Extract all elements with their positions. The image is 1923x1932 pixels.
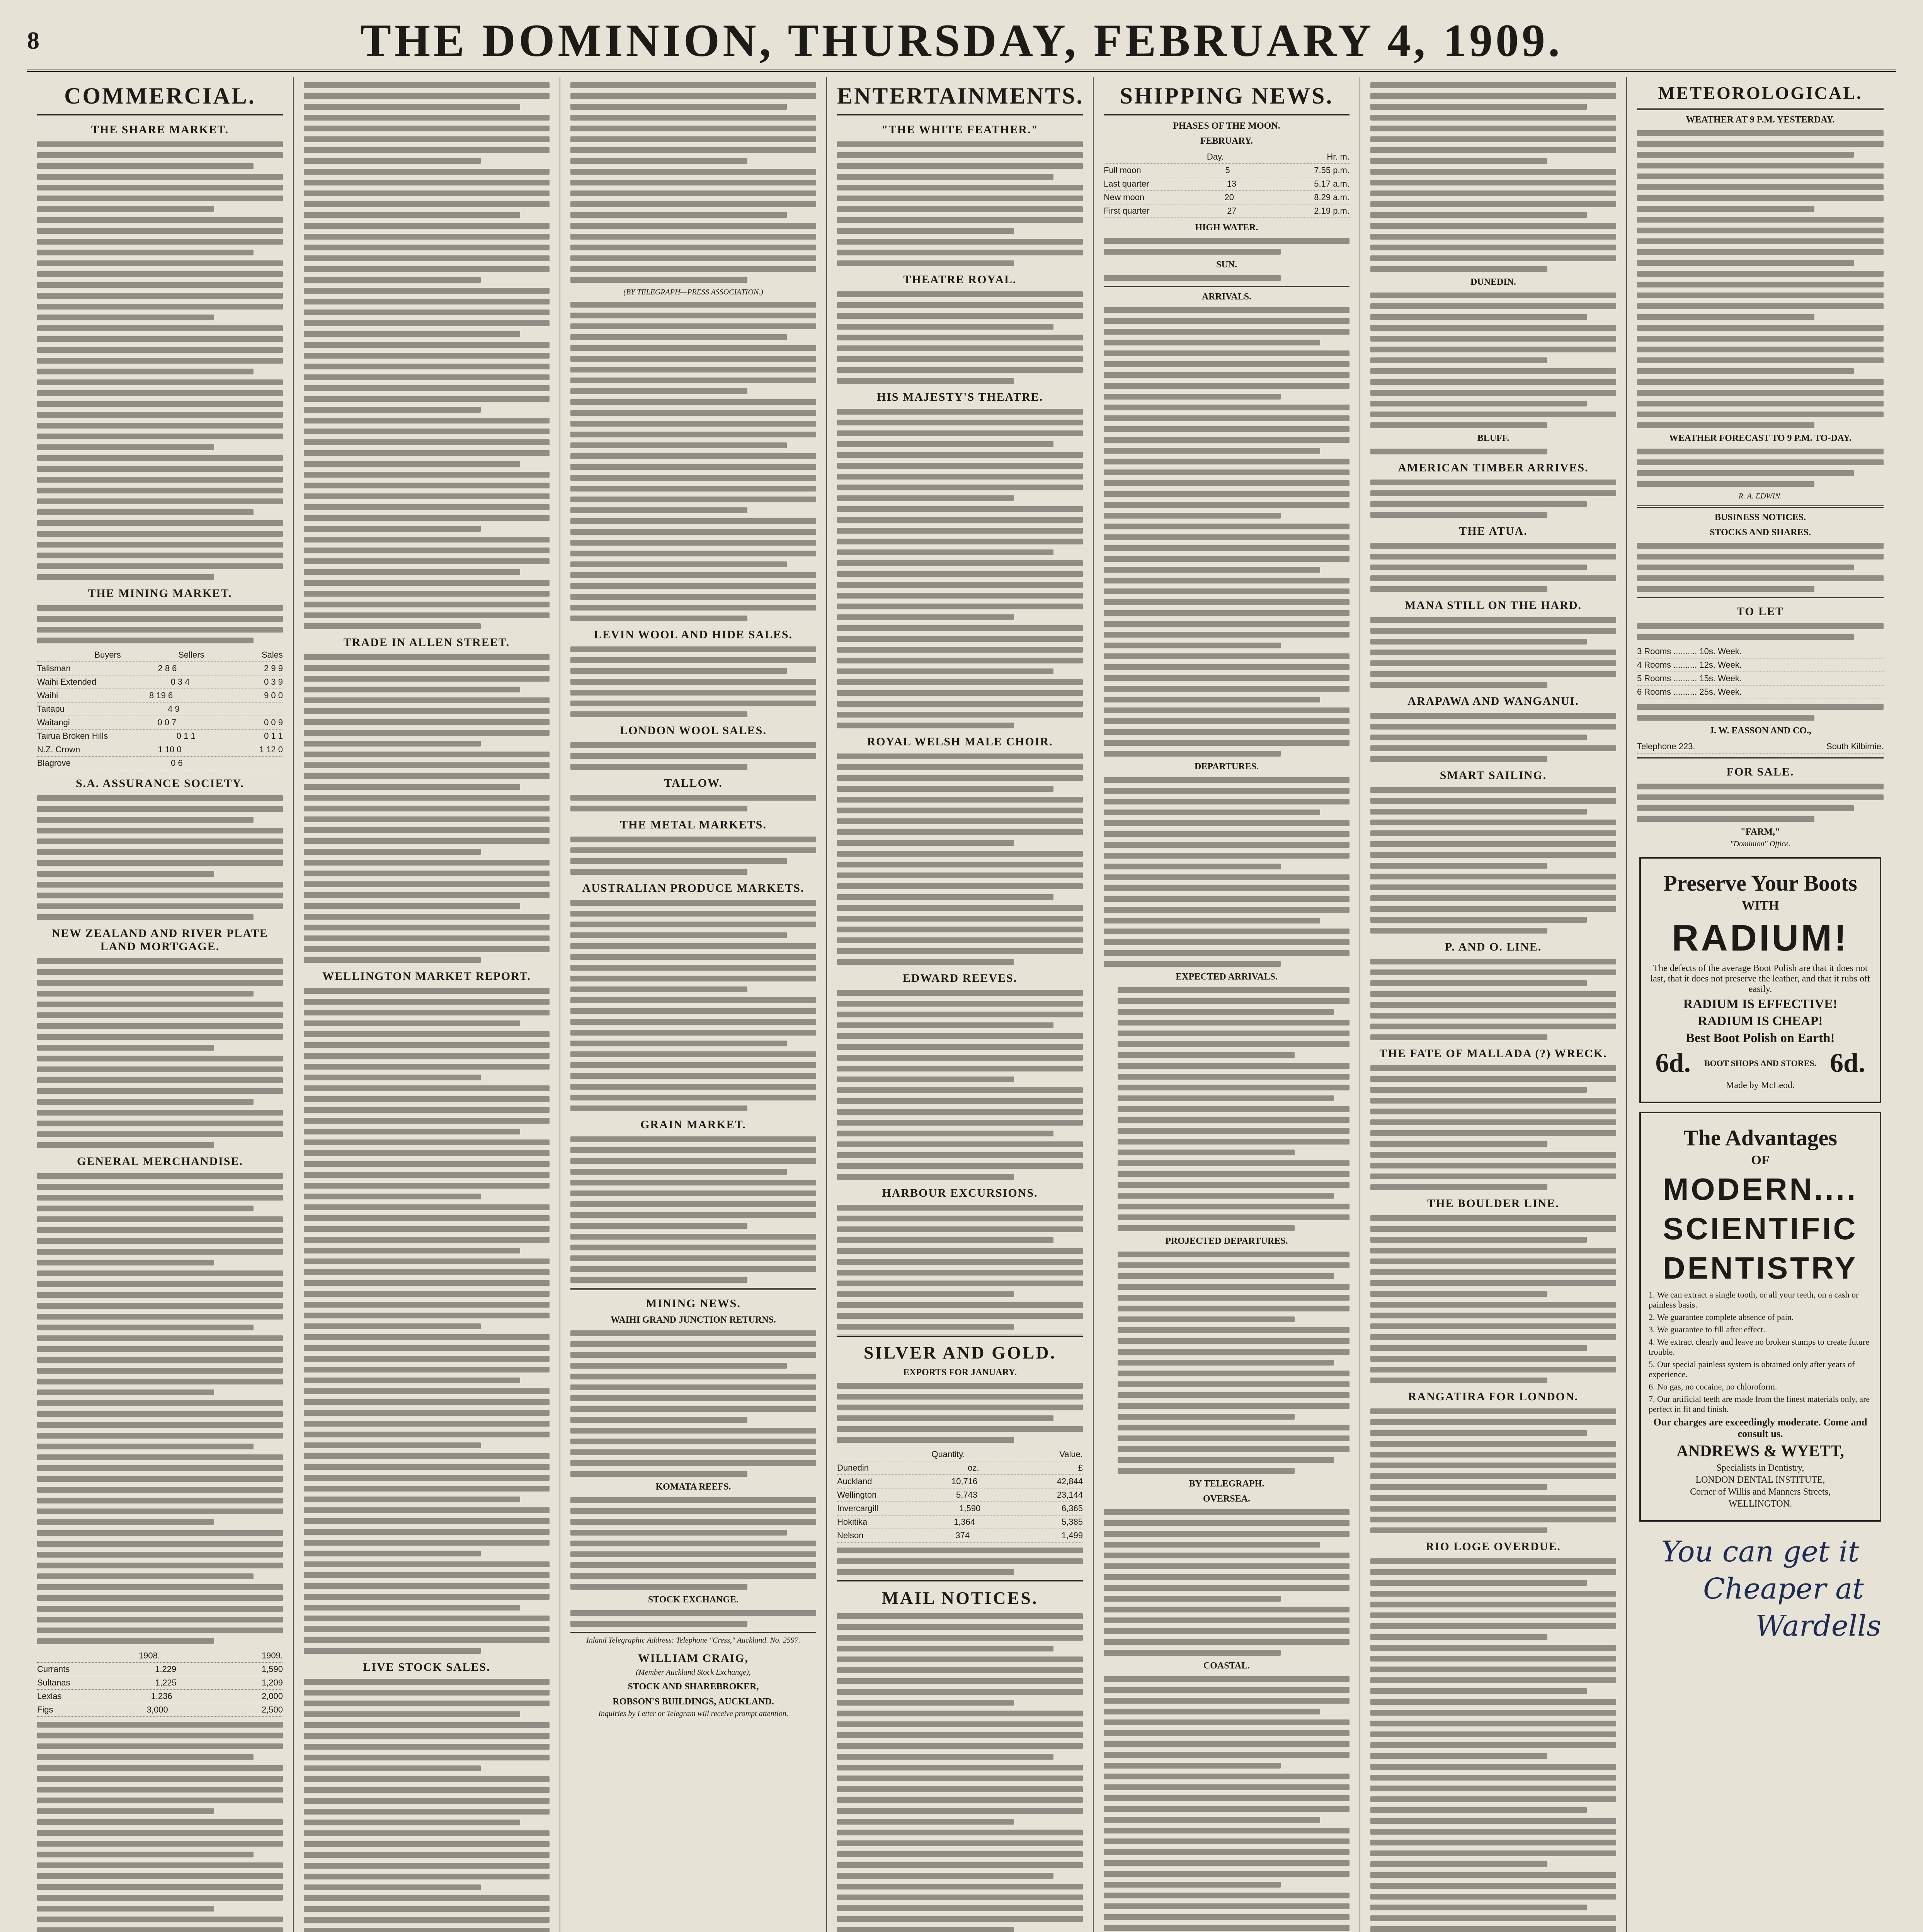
subhead-mining-news: MINING NEWS. (646, 1297, 741, 1310)
mining-table (37, 648, 283, 770)
table-cell: Waihi Extended (37, 677, 97, 687)
table-row (837, 1461, 1083, 1475)
subhead-nz-land-mortgage: NEW ZEALAND AND RIVER PLATE LAND MORTGAGE. (52, 927, 268, 953)
handwritten-annotation (1637, 1533, 1884, 1645)
table-row (1104, 204, 1350, 218)
table-cell: 2 8 6 (158, 663, 177, 673)
subhead-theatre-royal: THEATRE ROYAL. (903, 273, 1017, 286)
table-cell: First quarter (1104, 206, 1150, 216)
subhead-pao-line: P. AND O. LINE. (1445, 940, 1542, 953)
radium-claim: RADIUM IS CHEAP! (1698, 1014, 1823, 1028)
exports-table (837, 1448, 1083, 1543)
table-cell: 20 (1224, 192, 1234, 202)
table-row (37, 730, 283, 743)
masthead (27, 12, 1896, 72)
radium-stockists: BOOT SHOPS AND STORES. (1704, 1058, 1817, 1068)
subhead-edward-reeves: EDWARD REEVES. (902, 972, 1018, 985)
subhead-grain-market: GRAIN MARKET. (640, 1118, 746, 1131)
agent-location: South Kilbirnie. (1826, 742, 1884, 751)
column-markets (294, 77, 560, 1932)
table-cell: Dunedin (837, 1463, 869, 1473)
table-row (37, 1676, 283, 1690)
table-row (837, 1448, 1083, 1461)
table-row (1104, 177, 1350, 191)
dentistry-advertisement (1639, 1112, 1881, 1522)
subhead-stocks-shares: STOCKS AND SHARES. (1710, 527, 1811, 537)
dentistry-modern: MODERN.... (1663, 1172, 1858, 1206)
table-cell: 0 0 7 (157, 718, 177, 727)
list-item: 4 Rooms .......... 12s. Week. (1637, 658, 1884, 672)
subhead-komata-reefs: KOMATA REEFS. (655, 1482, 731, 1492)
subhead-levin-wool: LEVIN WOOL AND HIDE SALES. (594, 628, 793, 641)
subhead-sun: SUN. (1216, 260, 1237, 270)
dentistry-word: DENTISTRY (1663, 1251, 1858, 1285)
table-header: 1909. (261, 1651, 283, 1660)
table-cell: 0 3 9 (264, 677, 283, 687)
subhead-arrivals: ARRIVALS. (1201, 292, 1252, 302)
table-cell: 2 9 9 (264, 663, 283, 673)
table-cell: 0 1 1 (176, 731, 196, 741)
subhead-london-wool: LONDON WOOL SALES. (620, 724, 767, 737)
table-cell: 1,364 (954, 1517, 975, 1527)
table-cell: 0 6 (171, 758, 183, 768)
table-cell: 9 0 0 (264, 690, 283, 700)
list-item: 3 Rooms .......... 10s. Week. (1637, 645, 1884, 658)
table-cell: 1,590 (959, 1503, 981, 1513)
table-row (37, 743, 283, 757)
table-cell: Figs (37, 1705, 53, 1714)
table-cell: Waitangi (37, 718, 70, 727)
column-commercial (27, 77, 294, 1932)
table-cell: 7.55 p.m. (1314, 165, 1350, 175)
table-cell: 1,209 (261, 1678, 283, 1687)
radium-headline: Preserve Your Boots (1663, 871, 1857, 896)
radium-advertisement (1639, 857, 1881, 1103)
table-row (837, 1502, 1083, 1515)
table-row (1104, 191, 1350, 204)
table-cell: Currants (37, 1664, 70, 1674)
table-row (37, 662, 283, 675)
table-cell: oz. (968, 1463, 979, 1473)
table-cell: 1,590 (261, 1664, 283, 1674)
page-number: 8 (27, 27, 39, 54)
table-cell: 1,499 (1061, 1531, 1083, 1540)
section-heading-meteorological: METEOROLOGICAL. (1658, 83, 1863, 103)
table-row (837, 1488, 1083, 1502)
list-item: 7. Our artificial teeth are made from the finest materials only, are perfect in fit and finish. (1649, 1394, 1870, 1414)
handwritten-line: Cheaper at (1703, 1572, 1864, 1606)
subhead-month: FEBRUARY. (1200, 136, 1253, 146)
table-header: Sellers (178, 650, 204, 660)
handwritten-line: You can get it (1661, 1535, 1860, 1568)
subhead-coastal: COASTAL. (1203, 1661, 1250, 1671)
subhead-arapawa: ARAPAWA AND WANGANUI. (1407, 695, 1579, 707)
table-cell: Invercargill (837, 1503, 878, 1513)
rooms-list (1637, 645, 1884, 699)
agent-name: J. W. EASSON AND CO., (1709, 726, 1812, 736)
subhead-trade-allen-street: TRADE IN ALLEN STREET. (343, 636, 510, 649)
newspaper-title: THE DOMINION, THURSDAY, FEBRUARY 4, 1909. (360, 15, 1563, 66)
subhead-oversea: OVERSEA. (1203, 1494, 1251, 1504)
dealer-line: (Member Auckland Stock Exchange), (636, 1668, 751, 1677)
subhead-by-telegraph: BY TELEGRAPH. (1189, 1479, 1264, 1489)
table-header: Day. (1207, 152, 1224, 162)
table-row (37, 716, 283, 730)
subhead-share-market: THE SHARE MARKET. (91, 123, 229, 136)
dentistry-scientific: SCIENTIFIC (1663, 1211, 1858, 1246)
table-cell: 0 0 9 (264, 718, 283, 727)
dentistry-firm: ANDREWS & WYETT, (1676, 1442, 1844, 1460)
subhead-dunedin: DUNEDIN. (1470, 277, 1516, 287)
list-item: 4. We extract clearly and leave no broken stumps to create future trouble. (1649, 1337, 1869, 1357)
table-cell: 0 1 1 (264, 731, 283, 741)
table-cell: Last quarter (1104, 179, 1149, 189)
subhead-high-water: HIGH WATER. (1195, 223, 1258, 233)
table-cell: 8 19 6 (149, 690, 173, 700)
dentistry-firm-line: WELLINGTON. (1728, 1499, 1792, 1509)
table-cell: 1,229 (155, 1664, 177, 1674)
subhead-live-stock-sales: LIVE STOCK SALES. (363, 1661, 490, 1673)
table-cell: Waihi (37, 690, 58, 700)
dentistry-firm-line: LONDON DENTAL INSTITUTE, (1695, 1475, 1825, 1485)
subhead-rangatira: RANGATIRA FOR LONDON. (1408, 1390, 1579, 1403)
list-item: 5 Rooms .......... 15s. Week. (1637, 672, 1884, 685)
table-row (37, 1690, 283, 1703)
subhead-general-merchandise: GENERAL MERCHANDISE. (77, 1155, 243, 1168)
table-row (37, 702, 283, 716)
dentistry-headline: The Advantages (1683, 1125, 1837, 1150)
list-item: 6. No gas, no cocaine, no chloroform. (1649, 1382, 1777, 1391)
table-cell: New moon (1104, 192, 1145, 202)
table-cell: Full moon (1104, 165, 1141, 175)
section-heading-shipping: SHIPPING NEWS. (1120, 83, 1334, 109)
subhead-mana-ashore: MANA STILL ON THE HARD. (1404, 599, 1582, 612)
subhead-wreck: THE FATE OF MALLADA (?) WRECK. (1379, 1047, 1607, 1060)
section-heading-entertainments: ENTERTAINMENTS. (837, 83, 1084, 109)
radium-maker: Made by McLeod. (1726, 1080, 1795, 1090)
table-cell: 6,365 (1061, 1503, 1083, 1513)
table-cell: Blagrove (37, 758, 71, 768)
subhead-stock-exchange: STOCK EXCHANGE. (648, 1595, 739, 1605)
subhead-mining-market: THE MINING MARKET. (88, 587, 232, 600)
dentistry-firm-line: Corner of Willis and Manners Streets, (1690, 1487, 1831, 1497)
table-row (1104, 150, 1350, 164)
subhead-expected-arrivals: EXPECTED ARRIVALS. (1176, 972, 1278, 982)
section-heading-commercial: COMMERCIAL. (64, 83, 256, 109)
subhead-projected-departures: PROJECTED DEPARTURES. (1165, 1236, 1288, 1246)
moon-table (1104, 150, 1350, 218)
table-header: Hr. m. (1327, 152, 1350, 162)
subhead-business-notices: BUSINESS NOTICES. (1714, 512, 1806, 522)
table-header: 1908. (138, 1651, 160, 1660)
subhead-tallow: TALLOW. (664, 777, 723, 789)
subhead-bluff: BLUFF. (1477, 433, 1509, 443)
table-cell: Taitapu (37, 704, 65, 714)
table-cell: 1 10 0 (158, 745, 182, 754)
section-heading-mail-notices: MAIL NOTICES. (882, 1588, 1038, 1608)
forecast-signature: R. A. EDWIN. (1738, 492, 1782, 500)
radium-tagline: Best Boot Polish on Earth! (1686, 1031, 1835, 1045)
radium-brand: RADIUM! (1672, 917, 1849, 959)
table-cell: Nelson (837, 1531, 864, 1540)
subhead-departures: DEPARTURES. (1194, 762, 1259, 772)
radium-price-right: 6d. (1830, 1048, 1865, 1078)
column-meteorological (1627, 77, 1894, 1932)
table-cell: 27 (1227, 206, 1237, 216)
table-cell: 1,225 (155, 1678, 177, 1687)
list-item: 5. Our special painless system is obtained only after years of experience. (1649, 1359, 1855, 1379)
table-cell: 5,385 (1061, 1517, 1083, 1527)
table-cell: 42,844 (1057, 1476, 1083, 1486)
subhead-forecast: WEATHER FORECAST TO 9 P.M. TO-DAY. (1669, 433, 1852, 443)
subhead-harbour-excursions: HARBOUR EXCURSIONS. (882, 1187, 1038, 1199)
subhead-for-sale: FOR SALE. (1726, 765, 1794, 778)
table-cell: 10,716 (951, 1476, 978, 1486)
table-row (1104, 164, 1350, 177)
dentistry-firm-line: Specialists in Dentistry, (1716, 1463, 1804, 1473)
radium-with: WITH (1741, 898, 1779, 913)
table-cell: 23,144 (1057, 1490, 1083, 1500)
section-heading-silver-gold: SILVER AND GOLD. (863, 1343, 1057, 1362)
table-cell: 13 (1227, 179, 1237, 189)
subhead-sa-assurance: S.A. ASSURANCE SOCIETY. (76, 777, 244, 790)
radium-copy: The defects of the average Boot Polish are that it does not last, that it does not preserve the leather, and that it rubs off easily. (1650, 963, 1870, 994)
table-row (37, 689, 283, 702)
subhead-his-majestys: HIS MAJESTY'S THEATRE. (876, 391, 1043, 403)
list-item: 3. We guarantee to fill after effect. (1649, 1325, 1765, 1334)
table-cell: 0 3 4 (170, 677, 190, 687)
dealer-name: WILLIAM CRAIG, (638, 1652, 749, 1665)
subhead-phases-moon: PHASES OF THE MOON. (1173, 121, 1280, 131)
subhead-rio-loge: RIO LOGE OVERDUE. (1426, 1540, 1561, 1553)
table-cell: 2,500 (261, 1705, 283, 1714)
inland-telegraph: Inland Telegraphic Address: Telephone "Cress," Auckland. No. 2597. (586, 1636, 800, 1645)
column-shipping (1094, 77, 1360, 1932)
radium-price-left: 6d. (1655, 1048, 1691, 1078)
list-item: 2. We guarantee complete absence of pain. (1649, 1312, 1794, 1322)
dealer-line: STOCK AND SHAREBROKER, (628, 1682, 759, 1692)
subhead-australian-produce: AUSTRALIAN PRODUCE MARKETS. (582, 882, 805, 895)
table-cell: 5,743 (956, 1490, 978, 1500)
table-cell: 1,236 (151, 1691, 172, 1701)
table-row (37, 1703, 283, 1717)
table-cell: Auckland (837, 1476, 872, 1486)
dealer-line: Inquiries by Letter or Telegram will receive prompt attention. (598, 1709, 788, 1718)
telegraph-byline: (BY TELEGRAPH—PRESS ASSOCIATION.) (623, 288, 763, 296)
table-row (37, 675, 283, 689)
table-row (37, 1649, 283, 1663)
subhead-boulder-line: THE BOULDER LINE. (1427, 1197, 1559, 1210)
output-table (37, 1649, 283, 1717)
subhead-waihi-returns: WAIHI GRAND JUNCTION RETURNS. (610, 1315, 776, 1325)
agent-telephone: Telephone 223. (1637, 742, 1695, 751)
dentistry-charges: Our charges are exceedingly moderate. Come and consult us. (1653, 1417, 1867, 1439)
table-header: Buyers (94, 650, 121, 660)
list-item: 1. We can extract a single tooth, or all your teeth, on a cash or painless basis. (1649, 1290, 1859, 1310)
subhead-wellington-market: WELLINGTON MARKET REPORT. (322, 970, 531, 983)
table-cell: 3,000 (146, 1705, 168, 1714)
table-row (37, 1663, 283, 1676)
subhead-white-feather: "THE WHITE FEATHER." (881, 123, 1039, 136)
subhead-welsh-choir: ROYAL WELSH MALE CHOIR. (867, 735, 1053, 748)
dentistry-of: OF (1751, 1153, 1770, 1167)
farm-ad-name: "FARM," (1740, 827, 1780, 837)
table-cell: Tairua Broken Hills (37, 731, 108, 741)
table-header: Value. (1059, 1449, 1083, 1459)
table-row (37, 648, 283, 662)
table-row (37, 757, 283, 770)
dealer-line: ROBSON'S BUILDINGS, AUCKLAND. (613, 1697, 774, 1707)
radium-price (1649, 1048, 1872, 1079)
column-stock (560, 77, 827, 1932)
subhead-weather-yesterday: WEATHER AT 9 P.M. YESTERDAY. (1686, 115, 1835, 125)
table-cell: £ (1078, 1463, 1083, 1473)
subhead-american-timber: AMERICAN TIMBER ARRIVES. (1398, 461, 1589, 474)
table-cell: Talisman (37, 663, 71, 673)
column-shipping-news (1360, 77, 1627, 1932)
table-cell: 2,000 (261, 1691, 283, 1701)
list-item: 6 Rooms .......... 25s. Week. (1637, 685, 1884, 699)
table-cell: N.Z. Crown (37, 745, 80, 754)
table-cell: Wellington (837, 1490, 877, 1500)
subhead-metal-markets: THE METAL MARKETS. (620, 818, 767, 831)
subhead-exports: EXPORTS FOR JANUARY. (903, 1367, 1017, 1378)
table-cell: 2.19 p.m. (1314, 206, 1350, 216)
table-row (837, 1529, 1083, 1543)
table-cell: 1 12 0 (259, 745, 283, 754)
column-entertainments (827, 77, 1094, 1932)
table-header: Quantity. (931, 1449, 965, 1459)
subhead-smart-sailing: SMART SAILING. (1440, 769, 1547, 782)
radium-claim: RADIUM IS EFFECTIVE! (1683, 997, 1838, 1011)
table-header: Sales (261, 650, 283, 660)
table-cell: 5.17 a.m. (1314, 179, 1350, 189)
dentistry-points (1649, 1290, 1872, 1414)
table-cell: Lexias (37, 1691, 62, 1701)
subhead-the-atua: THE ATUA. (1459, 525, 1528, 537)
subhead-to-let: TO LET (1736, 605, 1784, 618)
table-cell: 4 9 (168, 704, 180, 714)
farm-ad-office: "Dominion" Office. (1730, 840, 1790, 848)
table-cell: 5 (1225, 165, 1230, 175)
table-row (837, 1515, 1083, 1529)
table-cell: 8.29 a.m. (1314, 192, 1350, 202)
table-cell: 374 (955, 1531, 970, 1540)
table-row (837, 1475, 1083, 1488)
table-cell: Hokitika (837, 1517, 868, 1527)
handwritten-line: Wardells (1755, 1609, 1881, 1643)
table-cell: Sultanas (37, 1678, 70, 1687)
